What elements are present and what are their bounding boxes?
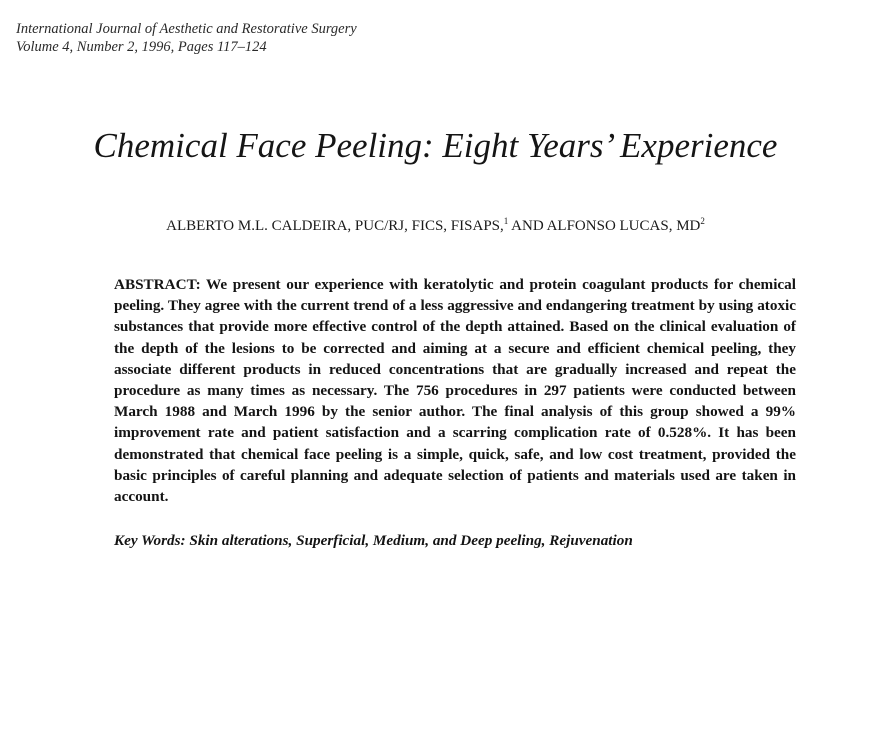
journal-name: International Journal of Aesthetic and Restorative Surgery: [16, 21, 357, 37]
journal-citation: Volume 4, Number 2, 1996, Pages 117–124: [16, 39, 267, 55]
author-1: ALBERTO M.L. CALDEIRA, PUC/RJ, FICS, FISAPS,: [166, 218, 504, 234]
abstract: [114, 274, 796, 507]
author-1-affiliation-marker: 1: [503, 216, 509, 226]
keywords: Key Words: Skin alterations, Superficial, Medium, and Deep peeling, Rejuvenation: [114, 532, 633, 549]
author-2: ALFONSO LUCAS, MD: [546, 218, 701, 234]
abstract-label: ABSTRACT:: [114, 276, 201, 293]
article-title: Chemical Face Peeling: Eight Years’ Experience: [93, 126, 778, 165]
abstract-text: We present our experience with keratolytic and protein coagulant products for chemical peeling. They agree with the current trend of a less aggressive and endangering treatment by using atoxic substances that provide more effective control of the depth attained. Based on the clinical evaluation of the depth of the lesions to be corrected and aiming at a secure and efficient chemical peeling, they associate different products in reduced concentrations that are gradually increased and repeat the procedure as many times as necessary. The 756 procedures in 297 patients were conducted between March 1988 and March 1996 by the senior author. The final analysis of this group showed a 99% improvement rate and patient satisfaction and a scarring complication rate of 0.528%. It has been demonstrated that chemical face peeling is a simple, quick, safe, and low cost treatment, provided the basic principles of careful planning and adequate selection of patients and materials used are taken in account.: [114, 276, 796, 506]
journal-header: [16, 20, 357, 56]
author-2-affiliation-marker: 2: [700, 216, 705, 226]
author-line: [0, 216, 871, 236]
author-conjunction: AND: [508, 218, 547, 234]
